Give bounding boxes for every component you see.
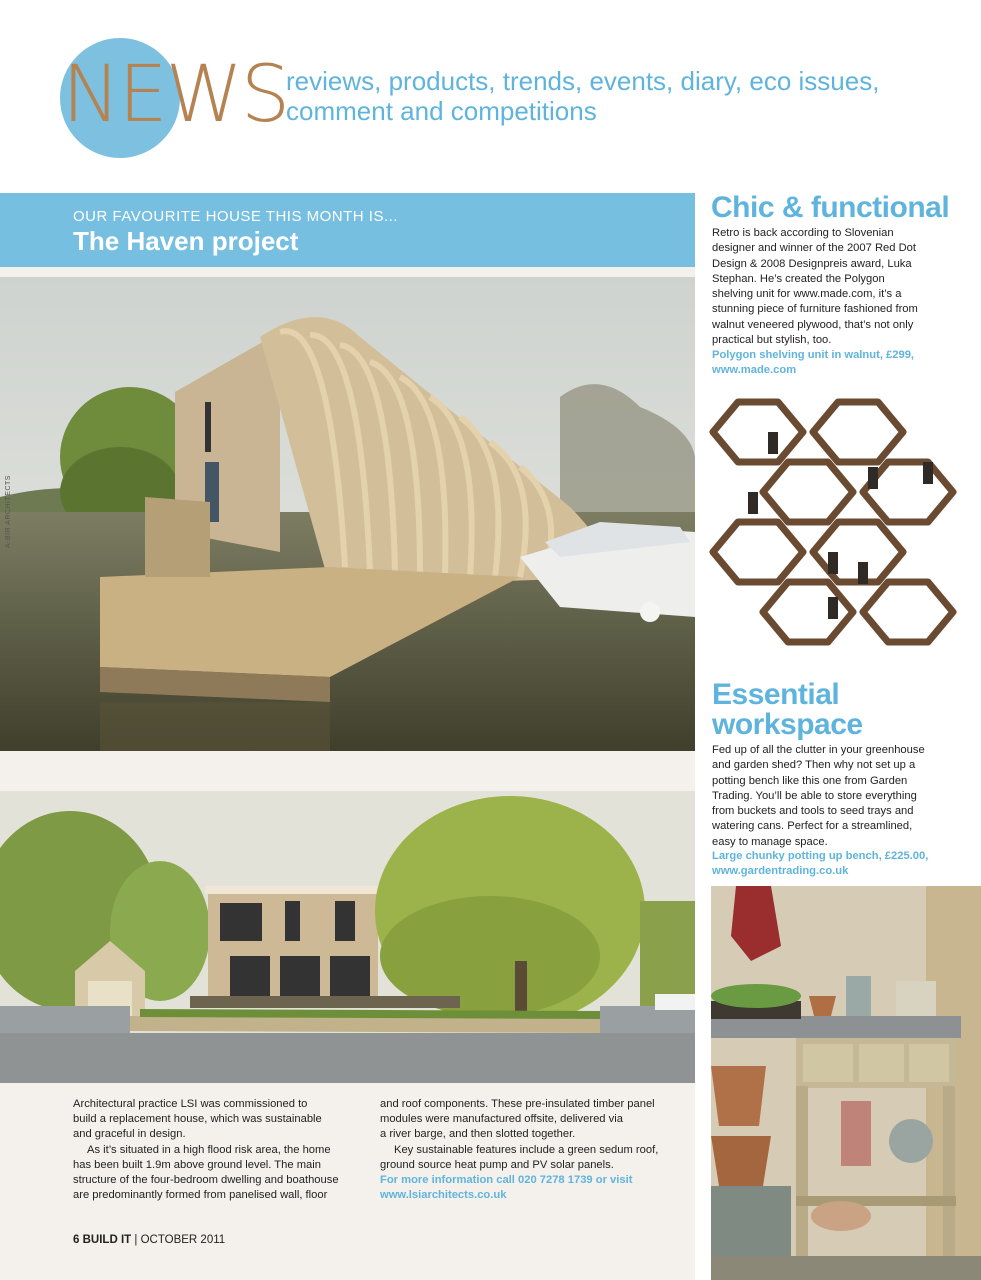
text-line: a river barge, and then slotted together. [380, 1128, 576, 1141]
workspace-body [712, 743, 962, 850]
footer-separator: | [134, 1234, 138, 1246]
text-line: are predominantly formed from panelised wall, floor [73, 1189, 328, 1202]
polygon-shelving-link[interactable] [712, 348, 962, 379]
section-subtitle [286, 66, 926, 126]
chic-heading: Chic & functional [711, 191, 950, 224]
article-paragraph [73, 1097, 368, 1143]
text-line: and garden shed? Then why not set up a [712, 759, 916, 772]
polygon-shelving-image [708, 392, 963, 662]
text-line: Retro is back according to Slovenian [712, 227, 894, 239]
text-line: ground source heat pump and PV solar panels. [380, 1158, 614, 1171]
text-line: structure of the four-bedroom dwelling and boathouse [73, 1174, 339, 1187]
contact-info-link[interactable] [380, 1173, 680, 1203]
page-footer [73, 1234, 225, 1246]
text-line: and graceful in design. [73, 1128, 186, 1141]
text-line: build a replacement house, which was sustainable [73, 1113, 322, 1126]
haven-house-photo [0, 277, 695, 751]
article-column-1 [73, 1097, 368, 1203]
text-line: Key sustainable features include a green sedum roof, [394, 1143, 659, 1156]
subtitle-line: comment and competitions [286, 96, 597, 126]
subtitle-line: reviews, products, trends, events, diary, eco issues, [286, 66, 880, 96]
text-line: easy to manage space. [712, 835, 828, 848]
feature-kicker: OUR FAVOURITE HOUSE THIS MONTH IS... [73, 208, 398, 225]
text-line: www.made.com [712, 364, 797, 377]
text-line: Stephan. He’s created the Polygon [712, 272, 885, 285]
article-paragraph [380, 1097, 680, 1143]
chic-body [712, 226, 962, 348]
text-line: Large chunky potting up bench, £225.00, [712, 850, 929, 862]
text-line: www.gardentrading.co.uk [712, 865, 849, 878]
text-line: potting bench like this one from Garden [712, 774, 908, 787]
workspace-heading [712, 680, 863, 740]
riverside-house-photo [0, 791, 695, 1083]
text-line: practical but stylish, too. [712, 334, 832, 347]
text-line: and roof components. These pre-insulated timber panel [380, 1098, 655, 1110]
article-column-2 [380, 1097, 680, 1203]
text-line: www.lsiarchitects.co.uk [380, 1189, 507, 1202]
heading-line: Essential [712, 678, 840, 711]
feature-title: The Haven project [73, 226, 299, 256]
page-number: 6 [73, 1234, 80, 1246]
text-line: As it’s situated in a high flood risk area, the home [87, 1143, 331, 1156]
photo-credit: A-BIR ARCHITECTS [5, 475, 12, 548]
heading-line: workspace [712, 708, 863, 741]
text-line: walnut veneered plywood, that’s not only [712, 318, 914, 331]
text-line: Polygon shelving unit in walnut, £299, [712, 349, 915, 361]
text-line: designer and winner of the 2007 Red Dot [712, 242, 916, 255]
article-paragraph [380, 1143, 680, 1173]
text-line: stunning piece of furniture fashioned from [712, 303, 918, 316]
issue-date: OCTOBER 2011 [140, 1234, 226, 1246]
text-line: modules were manufactured offsite, delivered via [380, 1113, 623, 1126]
article-paragraph [73, 1143, 368, 1204]
photo-gap [0, 751, 695, 791]
text-line: has been built 1.9m above ground level. The main [73, 1158, 321, 1171]
text-line: watering cans. Perfect for a streamlined, [712, 820, 913, 833]
potting-bench-link[interactable] [712, 849, 962, 880]
text-line: shelving unit for www.made.com, it’s a [712, 288, 902, 301]
news-logo-word: NEWS [62, 50, 289, 140]
text-line: Architectural practice LSI was commissioned to [73, 1098, 308, 1110]
text-line: Trading. You’ll be able to store everything [712, 789, 917, 802]
potting-bench-image [711, 886, 981, 1280]
text-line: Fed up of all the clutter in your greenhouse [712, 744, 925, 756]
text-line: Design & 2008 Designpreis award, Luka [712, 257, 912, 270]
magazine-name: BUILD IT [82, 1234, 132, 1246]
text-line: from buckets and tools to seed trays and [712, 805, 914, 818]
text-line: For more information call 020 7278 1739 or visit [380, 1174, 633, 1187]
